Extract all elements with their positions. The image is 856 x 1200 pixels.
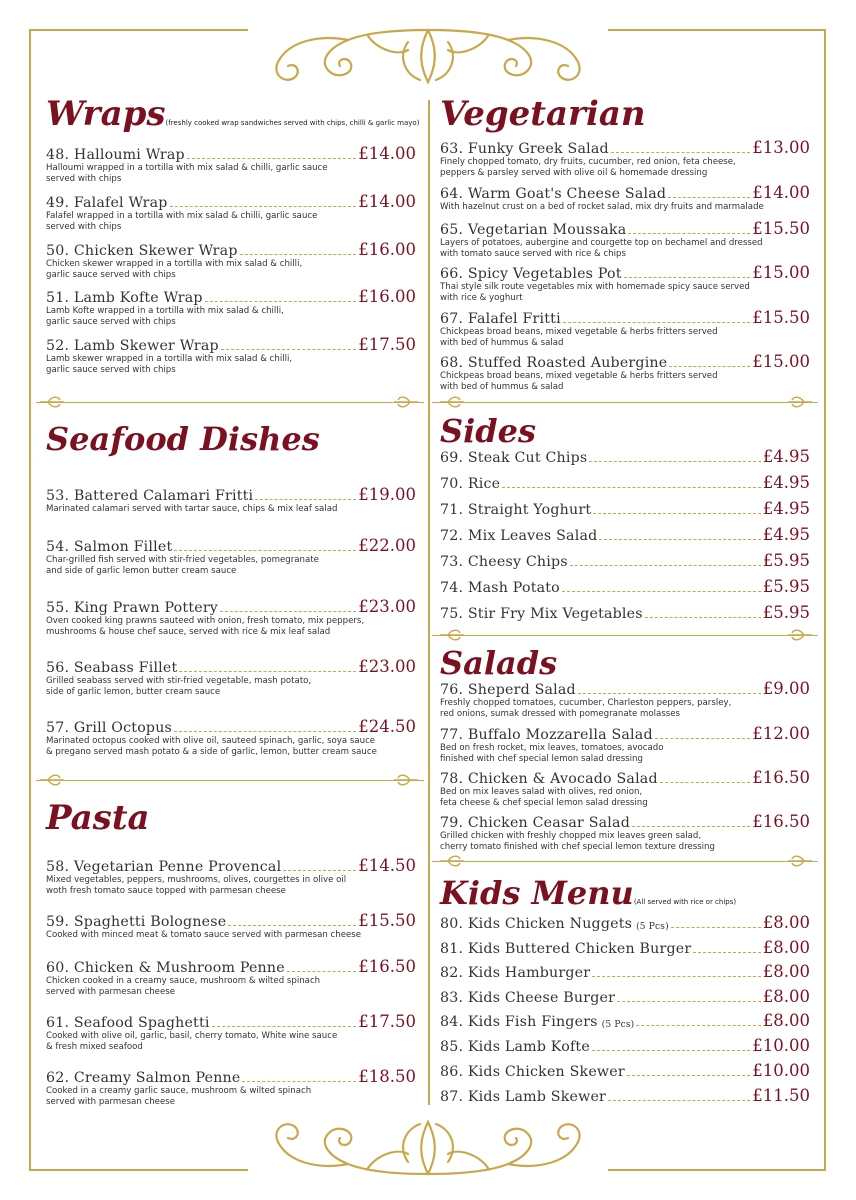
item-description: [440, 831, 810, 852]
item-description-line: red onions, sumak dressed with pomegranate molasses: [440, 708, 681, 719]
item-name: 86. Kids Chicken Skewer: [440, 1064, 625, 1080]
item-price: £10.00: [752, 1061, 810, 1080]
item-description-line: Oven cooked king prawns sauteed with onion, fresh tomato, mix peppers,: [46, 616, 365, 626]
item-price: £19.00: [358, 485, 416, 504]
item-description-line: peppers & parsley served with olive oil & homemade dressing: [440, 167, 708, 178]
divider-flourish-icon: [786, 394, 814, 410]
item-description-line: Mixed vegetables, peppers, mushrooms, olives, courgettes in olive oil: [46, 875, 347, 885]
item-description: [46, 736, 416, 757]
item-description: [440, 202, 810, 213]
item-description-line: with bed of hummus & salad: [440, 381, 564, 392]
dotted-leader: [660, 782, 751, 783]
item-description-line: Marinated calamari served with tartar sauce, chips & mix leaf salad: [46, 504, 338, 514]
item-description-line: mushrooms & house chef sauce, served with rice & mix leaf salad: [46, 626, 331, 637]
item-description: [46, 211, 416, 232]
item-description: [440, 327, 810, 348]
item-price: £4.95: [762, 447, 810, 466]
item-name: 54. Salmon Fillet: [46, 539, 173, 555]
item-description: [46, 504, 416, 515]
menu-item: [440, 1036, 810, 1055]
menu-item: [46, 240, 416, 280]
item-name: 68. Stuffed Roasted Aubergine: [440, 355, 668, 371]
menu-item: [46, 335, 416, 375]
item-description-line: With hazelnut crust on a bed of rocket salad, mix dry fruits and marmalade: [440, 202, 764, 212]
menu-item: [440, 938, 810, 957]
menu-item: [46, 717, 416, 757]
item-name: 56. Seabass Fillet: [46, 660, 178, 676]
item-name: 69. Steak Cut Chips: [440, 450, 588, 466]
item-description-line: Freshly chopped tomatoes, cucumber, Charleston peppers, parsley,: [440, 698, 732, 708]
item-description-line: and side of garlic lemon butter cream sauce: [46, 565, 237, 576]
section-heading-salads: [440, 644, 557, 682]
dotted-leader: [502, 487, 761, 488]
item-price: £16.00: [358, 240, 416, 259]
menu-item: [440, 577, 810, 596]
dotted-leader: [693, 952, 760, 953]
item-description: [440, 282, 810, 303]
item-price: £4.95: [762, 473, 810, 492]
item-portion: (5 Pcs): [636, 922, 669, 932]
item-name: 57. Grill Octopus: [46, 720, 173, 736]
item-name: 55. King Prawn Pottery: [46, 600, 219, 616]
dotted-leader: [221, 349, 356, 350]
item-description-line: Layers of potatoes, aubergine and courgette top on bechamel and dressed: [440, 238, 763, 248]
item-description: [46, 1031, 416, 1052]
divider-seafood-pasta: [36, 780, 424, 781]
item-description-line: side of garlic lemon, butter cream sauce: [46, 686, 221, 697]
section-heading-sides: [440, 412, 536, 450]
menu-item: [46, 957, 416, 997]
menu-item: [440, 525, 810, 544]
item-price: £17.50: [358, 335, 416, 354]
dotted-leader: [627, 1075, 750, 1076]
item-name: 73. Cheesy Chips: [440, 554, 568, 570]
item-description-line: Grilled seabass served with stir-fried vegetable, mash potato,: [46, 676, 312, 686]
divider-sides-salads: [432, 635, 818, 636]
item-price: £5.95: [762, 551, 810, 570]
divider-flourish-icon: [392, 772, 420, 788]
item-description: [46, 259, 416, 280]
dotted-leader: [563, 322, 750, 323]
section-title: Seafood Dishes: [46, 420, 320, 458]
item-name: 61. Seafood Spaghetti: [46, 1015, 210, 1031]
item-name: 79. Chicken Ceasar Salad: [440, 815, 630, 831]
item-name: 81. Kids Buttered Chicken Burger: [440, 941, 692, 957]
dotted-leader: [255, 499, 356, 500]
dotted-leader: [655, 738, 751, 739]
item-name: 58. Vegetarian Penne Provencal: [46, 859, 282, 875]
dotted-leader: [632, 826, 750, 827]
divider-flourish-icon: [438, 627, 466, 643]
item-description-line: garlic sauce served with chips: [46, 316, 176, 327]
item-description: [46, 354, 416, 375]
divider-salads-kids: [432, 861, 818, 862]
dotted-leader: [179, 671, 356, 672]
dotted-leader: [592, 976, 761, 977]
menu-item: [46, 856, 416, 896]
menu-item: [440, 1011, 810, 1030]
item-description-line: Cooked in a creamy garlic sauce, mushroom & wilted spinach: [46, 1086, 312, 1096]
divider-veg-sides: [432, 402, 818, 403]
item-description-line: feta cheese & chef special lemon salad dressing: [440, 797, 648, 808]
section-note: (All served with rice or chips): [633, 898, 737, 906]
item-name: 76. Sheperd Salad: [440, 682, 576, 698]
menu-item: [440, 913, 810, 932]
menu-item: [440, 724, 810, 764]
menu-item: [46, 597, 416, 637]
item-name: 51. Lamb Kofte Wrap: [46, 290, 203, 306]
section-title: Salads: [440, 644, 558, 682]
item-name: 80. Kids Chicken Nuggets: [440, 916, 633, 932]
item-price: £24.50: [358, 717, 416, 736]
item-price: £23.00: [358, 657, 416, 676]
item-description-line: & pregano served mash potato & a side of garlic, lemon, butter cream sauce: [46, 746, 377, 757]
dotted-leader: [287, 971, 356, 972]
item-description-line: & fresh mixed seafood: [46, 1041, 143, 1052]
item-name: 64. Warm Goat's Cheese Salad: [440, 186, 667, 202]
divider-flourish-icon: [38, 394, 66, 410]
dotted-leader: [570, 565, 761, 566]
item-description-line: garlic sauce served with chips: [46, 269, 176, 280]
section-heading-vegetarian: [440, 94, 646, 134]
item-name: 49. Falafel Wrap: [46, 195, 168, 211]
item-description-line: Cooked with minced meat & tomato sauce served with parmesan cheese: [46, 930, 362, 940]
item-price: £4.95: [762, 499, 810, 518]
section-heading-pasta: [46, 798, 150, 838]
item-price: £18.50: [358, 1067, 416, 1086]
center-divider: [428, 100, 430, 1105]
dotted-leader: [228, 925, 356, 926]
section-heading-wraps: [46, 94, 419, 134]
menu-item: [440, 962, 810, 981]
item-name: 66. Spicy Vegetables Pot: [440, 266, 622, 282]
item-price: £9.00: [762, 679, 810, 698]
item-name: 85. Kids Lamb Kofte: [440, 1039, 590, 1055]
menu-item: [440, 473, 810, 492]
item-name: 71. Straight Yoghurt: [440, 502, 592, 518]
item-description: [440, 371, 810, 392]
item-description: [46, 875, 416, 896]
item-price: £14.00: [752, 183, 810, 202]
item-name: 65. Vegetarian Moussaka: [440, 222, 627, 238]
item-description-line: Chickpeas broad beans, mixed vegetable & herbs fritters served: [440, 327, 718, 337]
item-price: £14.00: [358, 192, 416, 211]
menu-item: [440, 1086, 810, 1105]
dotted-leader: [592, 1050, 750, 1051]
menu-item: [440, 499, 810, 518]
item-name: 52. Lamb Skewer Wrap: [46, 338, 219, 354]
item-description-line: Thai style silk route vegetables mix with homemade spicy sauce served: [440, 282, 750, 292]
dotted-leader: [617, 1001, 761, 1002]
dotted-leader: [611, 152, 750, 153]
item-description-line: woth fresh tomato sauce topped with parmesan cheese: [46, 885, 286, 896]
item-price: £10.00: [752, 1036, 810, 1055]
dotted-leader: [562, 591, 761, 592]
item-description-line: Chicken skewer wrapped in a tortilla with mix salad & chilli,: [46, 259, 303, 269]
item-name: 70. Rice: [440, 476, 501, 492]
item-price: £5.95: [762, 603, 810, 622]
menu-item: [46, 911, 416, 941]
item-price: £11.50: [752, 1086, 810, 1105]
item-price: £4.95: [762, 525, 810, 544]
section-title: Sides: [440, 412, 537, 450]
dotted-leader: [671, 927, 761, 928]
item-price: £8.00: [762, 1011, 810, 1030]
item-price: £8.00: [762, 987, 810, 1006]
menu-item: [46, 536, 416, 576]
item-description-line: Char-grilled fish served with stir-fried vegetables, pomegranate: [46, 555, 319, 565]
section-title: Wraps: [46, 94, 166, 134]
item-name: 50. Chicken Skewer Wrap: [46, 243, 238, 259]
divider-flourish-icon: [392, 394, 420, 410]
item-description: [46, 306, 416, 327]
dotted-leader: [220, 611, 356, 612]
menu-item: [46, 1067, 416, 1107]
dotted-leader: [608, 1100, 750, 1101]
item-price: £15.50: [752, 219, 810, 238]
menu-item: [440, 603, 810, 622]
item-name: 82. Kids Hamburger: [440, 965, 591, 981]
item-price: £15.50: [752, 308, 810, 327]
dotted-leader: [212, 1026, 357, 1027]
dotted-leader: [593, 513, 761, 514]
item-description-line: Cooked with olive oil, garlic, basil, cherry tomato, White wine sauce: [46, 1031, 338, 1041]
dotted-leader: [636, 1025, 760, 1026]
item-name: 72. Mix Leaves Salad: [440, 528, 598, 544]
item-description: [440, 743, 810, 764]
item-description-line: with bed of hummus & salad: [440, 337, 564, 348]
section-note: (freshly cooked wrap sandwiches served with chips, chilli & garlic mayo): [165, 119, 420, 127]
dotted-leader: [589, 461, 760, 462]
dotted-leader: [578, 693, 761, 694]
menu-item: [440, 138, 810, 178]
divider-flourish-icon: [38, 772, 66, 788]
menu-item: [440, 219, 810, 259]
item-description: [46, 163, 416, 184]
item-description: [46, 555, 416, 576]
dotted-leader: [624, 277, 751, 278]
item-price: £14.50: [358, 856, 416, 875]
item-price: £15.50: [358, 911, 416, 930]
item-name: 59. Spaghetti Bolognese: [46, 914, 227, 930]
menu-item: [440, 812, 810, 852]
menu-item: [440, 308, 810, 348]
dotted-leader: [628, 233, 750, 234]
item-description-line: Lamb skewer wrapped in a tortilla with mix salad & chilli,: [46, 354, 293, 364]
item-description-line: Halloumi wrapped in a tortilla with mix salad & chilli, garlic sauce: [46, 163, 328, 173]
item-price: £5.95: [762, 577, 810, 596]
menu-item: [440, 768, 810, 808]
item-description-line: Bed on fresh rocket, mix leaves, tomatoes, avocado: [440, 743, 664, 753]
item-description: [440, 698, 810, 719]
item-name: 84. Kids Fish Fingers: [440, 1014, 598, 1030]
menu-item: [46, 192, 416, 232]
item-description-line: served with parmesan cheese: [46, 1096, 176, 1107]
dotted-leader: [187, 158, 356, 159]
menu-item: [440, 352, 810, 392]
item-portion: (5 Pcs): [601, 1020, 635, 1030]
dotted-leader: [174, 550, 356, 551]
item-description: [46, 616, 416, 637]
menu-item: [46, 485, 416, 515]
item-description-line: with rice & yoghurt: [440, 292, 523, 303]
item-description-line: with tomato sauce served with rice & chips: [440, 248, 626, 259]
menu-item: [46, 287, 416, 327]
item-description: [440, 157, 810, 178]
menu-item: [440, 1061, 810, 1080]
section-heading-kids: [440, 874, 736, 912]
dotted-leader: [645, 617, 761, 618]
section-title: Kids Menu: [440, 874, 634, 912]
menu-item: [440, 183, 810, 213]
divider-flourish-icon: [786, 853, 814, 869]
item-price: £8.00: [762, 913, 810, 932]
item-price: £17.50: [358, 1012, 416, 1031]
item-description-line: Finely chopped tomato, dry fruits, cucumber, red onion, feta cheese,: [440, 157, 736, 167]
top-flourish-ornament: [248, 22, 608, 102]
item-description-line: Chickpeas broad beans, mixed vegetable & herbs fritters served: [440, 371, 718, 381]
menu-item: [440, 987, 810, 1006]
divider-flourish-icon: [438, 394, 466, 410]
item-description: [46, 930, 416, 941]
dotted-leader: [599, 539, 760, 540]
item-price: £16.50: [358, 957, 416, 976]
item-name: 74. Mash Potato: [440, 580, 560, 596]
item-price: £16.00: [358, 287, 416, 306]
item-name: 77. Buffalo Mozzarella Salad: [440, 727, 653, 743]
item-price: £16.50: [752, 768, 810, 787]
item-name: 60. Chicken & Mushroom Penne: [46, 960, 285, 976]
item-description: [440, 787, 810, 808]
item-description-line: Marinated octopus cooked with olive oil, sauteed spinach, garlic, soya sauce: [46, 736, 376, 746]
item-description-line: finished with chef special lemon salad dressing: [440, 753, 643, 764]
menu-item: [46, 1012, 416, 1052]
dotted-leader: [283, 870, 356, 871]
item-description-line: Bed on mix leaves salad with olives, red onion,: [440, 787, 643, 797]
item-price: £15.00: [752, 263, 810, 282]
item-name: 63. Funky Greek Salad: [440, 141, 609, 157]
item-name: 83. Kids Cheese Burger: [440, 990, 616, 1006]
divider-flourish-icon: [438, 853, 466, 869]
item-price: £23.00: [358, 597, 416, 616]
item-price: £8.00: [762, 938, 810, 957]
item-price: £13.00: [752, 138, 810, 157]
item-price: £8.00: [762, 962, 810, 981]
item-name: 62. Creamy Salmon Penne: [46, 1070, 241, 1086]
item-description-line: Chicken cooked in a creamy sauce, mushroom & wilted spinach: [46, 976, 321, 986]
item-description-line: garlic sauce served with chips: [46, 364, 176, 375]
menu-item: [46, 657, 416, 697]
item-name: 75. Stir Fry Mix Vegetables: [440, 606, 643, 622]
menu-item: [440, 551, 810, 570]
item-description-line: served with chips: [46, 221, 122, 232]
item-price: £22.00: [358, 536, 416, 555]
item-description: [46, 976, 416, 997]
dotted-leader: [174, 731, 356, 732]
item-description-line: Grilled chicken with freshly chopped mix leaves green salad,: [440, 831, 702, 841]
item-description-line: served with chips: [46, 173, 122, 184]
item-price: £12.00: [752, 724, 810, 743]
item-description: [46, 1086, 416, 1107]
item-name: 78. Chicken & Avocado Salad: [440, 771, 658, 787]
dotted-leader: [242, 1081, 356, 1082]
divider-flourish-icon: [786, 627, 814, 643]
section-heading-seafood: [46, 420, 320, 458]
dotted-leader: [668, 197, 750, 198]
item-price: £14.00: [358, 144, 416, 163]
item-price: £16.50: [752, 812, 810, 831]
menu-item: [46, 144, 416, 184]
item-description-line: cherry tomato finished with chef special lemon texture dressing: [440, 841, 715, 852]
section-title: Vegetarian: [440, 94, 646, 134]
menu-item: [440, 679, 810, 719]
item-name: 48. Halloumi Wrap: [46, 147, 185, 163]
menu-item: [440, 263, 810, 303]
bottom-flourish-ornament: [248, 1102, 608, 1182]
menu-item: [440, 447, 810, 466]
item-description-line: Falafel wrapped in a tortilla with mix salad & chilli, garlic sauce: [46, 211, 318, 221]
dotted-leader: [240, 254, 357, 255]
dotted-leader: [205, 301, 357, 302]
item-description-line: Lamb Kofte wrapped in a tortilla with mix salad & chilli,: [46, 306, 284, 316]
item-description-line: served with parmesan cheese: [46, 986, 176, 997]
divider-wraps-seafood: [36, 402, 424, 403]
item-name: 53. Battered Calamari Fritti: [46, 488, 254, 504]
item-price: £15.00: [752, 352, 810, 371]
item-name: 67. Falafel Fritti: [440, 311, 561, 327]
dotted-leader: [669, 366, 750, 367]
item-name: 87. Kids Lamb Skewer: [440, 1089, 607, 1105]
section-title: Pasta: [46, 798, 150, 838]
item-description: [440, 238, 810, 259]
item-description: [46, 676, 416, 697]
dotted-leader: [170, 206, 357, 207]
